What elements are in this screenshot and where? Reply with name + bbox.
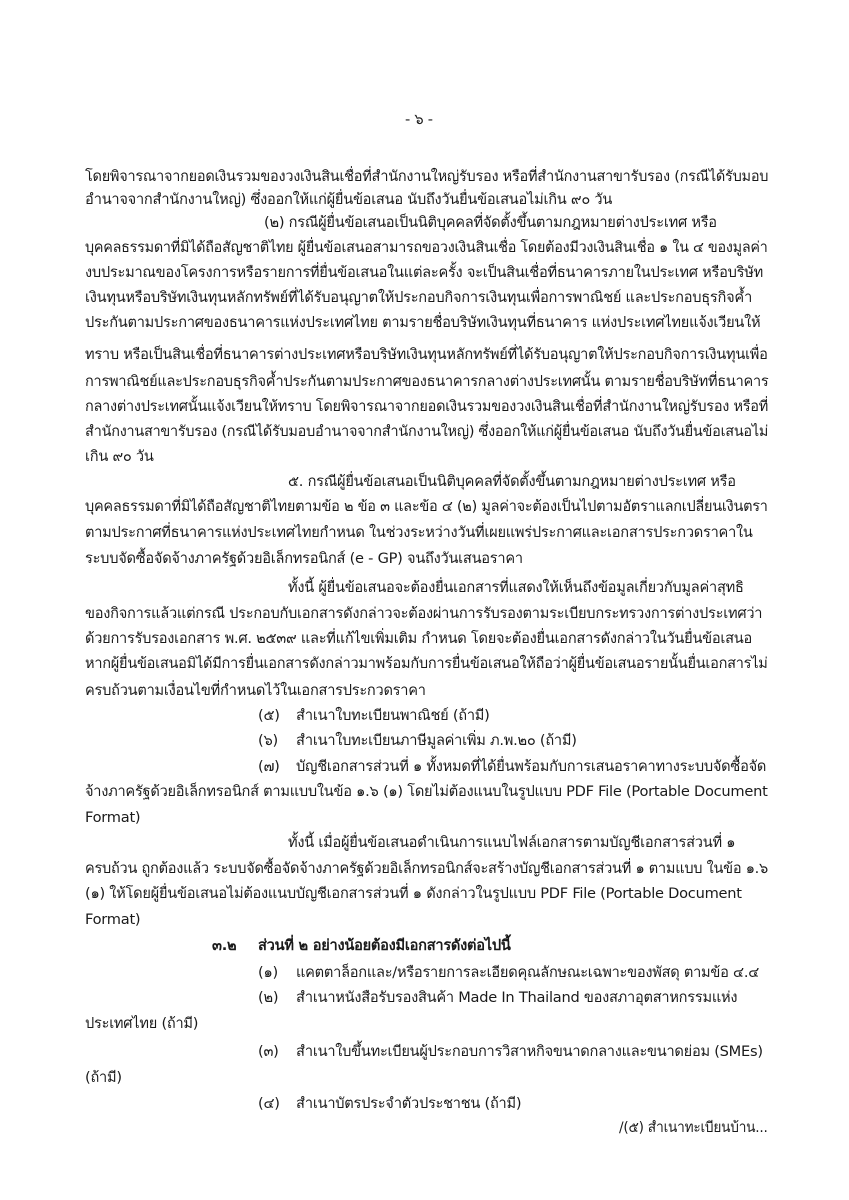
paragraph-line: ทั้งนี้ ผู้ยื่นข้อเสนอจะต้องยื่นเอกสารที่แสดงให้เห็นถึงข้อมูลเกี่ยวกับมูลค่าสุทธิ — [288, 579, 744, 596]
list-item-number: (๓) — [258, 1043, 279, 1060]
list-item-number: (๗) — [258, 758, 280, 775]
list-item-number: (๔) — [258, 1095, 280, 1112]
paragraph-line: หากผู้ยื่นข้อเสนอมิได้มีการยื่นเอกสารดังกล่าวมาพร้อมกับการยื่นข้อเสนอให้ถือว่าผู้ยื่นข้อเสนอรายนั้นยื่นเอกสารไม่ — [85, 655, 768, 672]
paragraph-line: กลางต่างประเทศนั้นแจ้งเวียนให้ทราบ โดยพิจารณาจากยอดเงินรวมของวงเงินสินเชื่อที่สำนักงานใหญ่รับรอง หรือที่ — [85, 398, 769, 415]
list-item-text: สำเนาหนังสือรับรองสินค้า Made In Thailand ของสภาอุตสาหกรรมแห่ง — [296, 989, 738, 1006]
list-item-text: สำเนาใบทะเบียนภาษีมูลค่าเพิ่ม ภ.พ.๒๐ (ถ้ามี) — [296, 732, 577, 749]
paragraph-line: ของกิจการแล้วแต่กรณี ประกอบกับเอกสารดังกล่าวจะต้องผ่านการรับรองตามระเบียบกระทรวงการต่างประเทศว่า — [85, 605, 763, 622]
paragraph-line: การพาณิชย์และประกอบธุรกิจค้ำประกันตามประกาศของธนาคารกลางต่างประเทศนั้น ตามรายชื่อบริษัทที่ธนาคาร — [85, 373, 769, 390]
paragraph-line: อำนาจจากสำนักงานใหญ่) ซึ่งออกให้แก่ผู้ยื่นข้อเสนอ นับถึงวันยื่นข้อเสนอไม่เกิน ๙๐ วัน — [85, 191, 613, 208]
list-item-number: (๒) — [258, 989, 279, 1006]
section-number: ๓.๒ — [212, 937, 237, 954]
list-item-text: สำเนาใบขึ้นทะเบียนผู้ประกอบการวิสาหกิจขนาดกลางและขนาดย่อม (SMEs) — [296, 1043, 763, 1060]
paragraph-line: จ้างภาครัฐด้วยอิเล็กทรอนิกส์ ตามแบบในข้อ ๑.๖ (๑) โดยไม่ต้องแนบในรูปแบบ PDF File (Portable Document — [85, 783, 768, 800]
paragraph-line: Format) — [85, 809, 141, 826]
paragraph-line: ประเทศไทย (ถ้ามี) — [85, 1015, 199, 1032]
paragraph-line: เงินทุนหรือบริษัทเงินทุนหลักทรัพย์ที่ได้รับอนุญาตให้ประกอบกิจการเงินทุนเพื่อการพาณิชย์ และประกอบธุรกิจค้ำ — [85, 289, 753, 306]
list-item-text: แคตตาล็อกและ/หรือรายการละเอียดคุณลักษณะเฉพาะของพัสดุ ตามข้อ ๔.๔ — [296, 964, 760, 981]
paragraph-line: (๑) ให้โดยผู้ยื่นข้อเสนอไม่ต้องแนบบัญชีเอกสารส่วนที่ ๑ ดังกล่าวในรูปแบบ PDF File (Portable Document — [85, 885, 742, 902]
paragraph-line: สำนักงานสาขารับรอง (กรณีได้รับมอบอำนาจจากสำนักงานใหญ่) ซึ่งออกให้แก่ผู้ยื่นข้อเสนอ นับถึงวันยื่นข้อเสนอไม่ — [85, 423, 769, 440]
paragraph-line: ตามประกาศที่ธนาคารแห่งประเทศไทยกำหนด ในช่วงระหว่างวันที่เผยแพร่ประกาศและเอกสารประกวดราคาใน — [85, 524, 753, 541]
paragraph-line: บุคคลธรรมดาที่มิได้ถือสัญชาติไทย ผู้ยื่นข้อเสนอสามารถขอวงเงินสินเชื่อ โดยต้องมีวงเงินสินเชื่อ ๑ ใน ๔ ของมูลค่า — [85, 239, 768, 256]
list-item-text: สำเนาบัตรประจำตัวประชาชน (ถ้ามี) — [296, 1095, 522, 1112]
paragraph-line: ด้วยการรับรองเอกสาร พ.ศ. ๒๕๓๙ และที่แก้ไขเพิ่มเติม กำหนด โดยจะต้องยื่นเอกสารดังกล่าวในวันยื่นข้อเสนอ — [85, 630, 753, 647]
list-item-text: สำเนาใบทะเบียนพาณิชย์ (ถ้ามี) — [296, 707, 490, 724]
paragraph-line: ๕. กรณีผู้ยื่นข้อเสนอเป็นนิติบุคคลที่จัดตั้งขึ้นตามกฎหมายต่างประเทศ หรือ — [288, 473, 736, 490]
paragraph-line: บุคคลธรรมดาที่มิได้ถือสัญชาติไทยตามข้อ ๒ ข้อ ๓ และข้อ ๔ (๒) มูลค่าจะต้องเป็นไปตามอัตราแลกเปลี่ยนเงินตรา — [85, 498, 768, 515]
paragraph-line: ครบถ้วน ถูกต้องแล้ว ระบบจัดซื้อจัดจ้างภาครัฐด้วยอิเล็กทรอนิกส์จะสร้างบัญชีเอกสารส่วนที่ ๑ ตามแบบ ในข้อ ๑.๖ — [85, 860, 769, 877]
continuation-note: /(๕) สำเนาทะเบียนบ้าน... — [619, 1119, 768, 1136]
paragraph-line: งบประมาณของโครงการหรือรายการที่ยื่นข้อเสนอในแต่ละครั้ง จะเป็นสินเชื่อที่ธนาคารภายในประเทศ หรือบริษัท — [85, 264, 763, 281]
list-item-number: (๖) — [258, 732, 278, 749]
paragraph-line: เกิน ๙๐ วัน — [85, 448, 154, 465]
paragraph-line: (๒) กรณีผู้ยื่นข้อเสนอเป็นนิติบุคคลที่จัดตั้งขึ้นตามกฎหมายต่างประเทศ หรือ — [264, 214, 717, 231]
list-item-text: บัญชีเอกสารส่วนที่ ๑ ทั้งหมดที่ได้ยื่นพร้อมกับการเสนอราคาทางระบบจัดซื้อจัด — [296, 758, 767, 775]
paragraph-line: ทราบ หรือเป็นสินเชื่อที่ธนาคารต่างประเทศหรือบริษัทเงินทุนหลักทรัพย์ที่ได้รับอนุญาตให้ประกอบกิจการเงินทุนเพื่อ — [85, 346, 768, 363]
list-item-number: (๕) — [258, 707, 280, 724]
paragraph-line: ครบถ้วนตามเงื่อนไขที่กำหนดไว้ในเอกสารประกวดราคา — [85, 682, 426, 699]
paragraph-line: โดยพิจารณาจากยอดเงินรวมของวงเงินสินเชื่อที่สำนักงานใหญ่รับรอง หรือที่สำนักงานสาขารับรอง (กรณีได้รับมอบ — [85, 168, 769, 185]
paragraph-line: Format) — [85, 911, 141, 928]
section-title: ส่วนที่ ๒ อย่างน้อยต้องมีเอกสารดังต่อไปนี้ — [258, 937, 511, 954]
paragraph-line: (ถ้ามี) — [85, 1069, 122, 1086]
paragraph-line: ระบบจัดซื้อจัดจ้างภาครัฐด้วยอิเล็กทรอนิกส์ (e - GP) จนถึงวันเสนอราคา — [85, 550, 523, 567]
page-number: - ๖ - — [405, 111, 433, 128]
paragraph-line: ทั้งนี้ เมื่อผู้ยื่นข้อเสนอดำเนินการแนบไฟล์เอกสารตามบัญชีเอกสารส่วนที่ ๑ — [288, 834, 736, 851]
list-item-number: (๑) — [258, 964, 278, 981]
paragraph-line: ประกันตามประกาศของธนาคารแห่งประเทศไทย ตามรายชื่อบริษัทเงินทุนที่ธนาคาร แห่งประเทศไทยแจ้งเวียนให้ — [85, 314, 761, 331]
